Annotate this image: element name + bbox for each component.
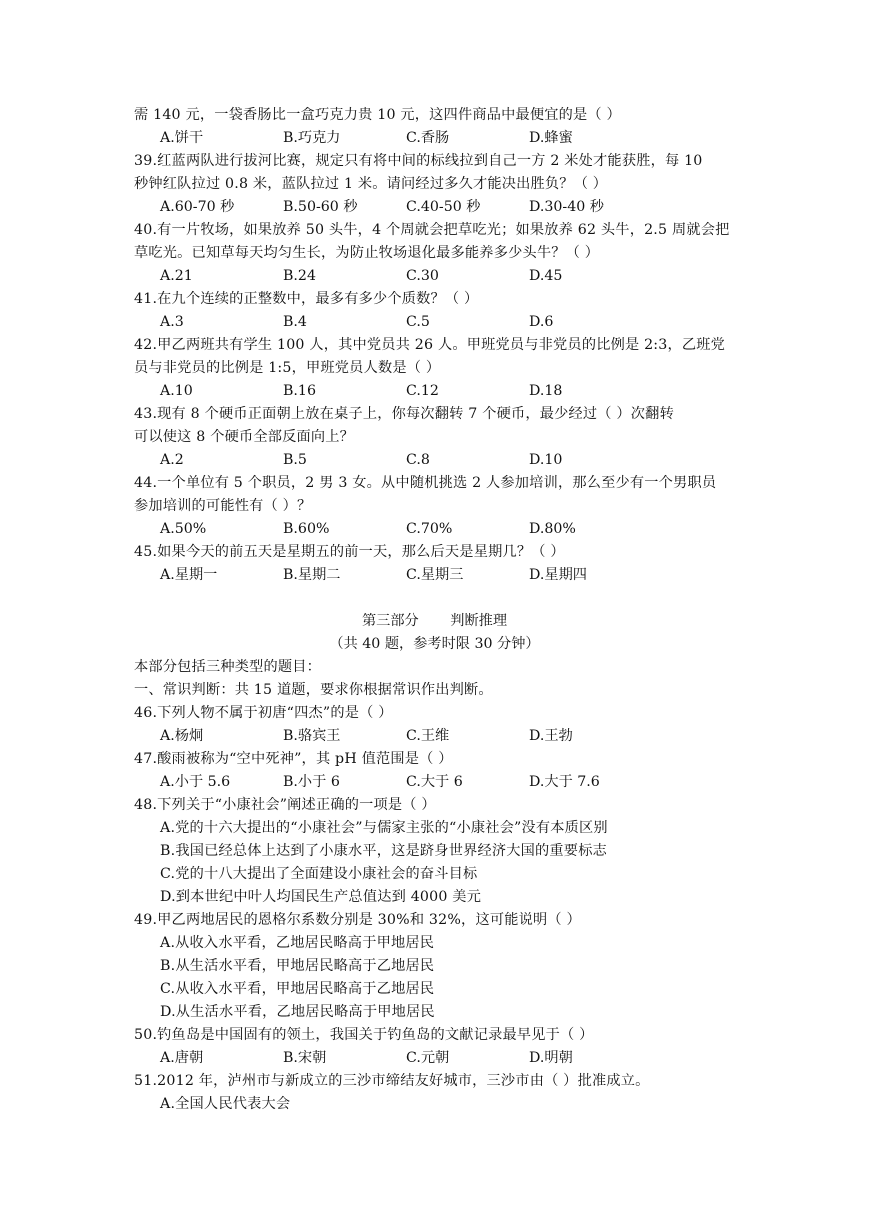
- part-title: 第三部分 判断推理: [361, 613, 508, 629]
- question-48: 48.下列关于“小康社会”阐述正确的一项是（ ）: [134, 797, 436, 813]
- option-c: C.40-50 秒: [406, 199, 481, 215]
- part-subtitle: （共 40 题，参考时限 30 分钟）: [329, 636, 540, 652]
- option-b: B.小于 6: [283, 774, 340, 790]
- option-a: A.50%: [160, 521, 207, 537]
- option-b: B.巧克力: [283, 130, 341, 146]
- option-a: A.21: [160, 268, 193, 284]
- question-38-continued: 需 140 元，一袋香肠比一盒巧克力贵 10 元，这四件商品中最便宜的是（ ）: [134, 107, 621, 123]
- option-d: D.蜂蜜: [529, 130, 573, 146]
- question-44-line-2: 参加培训的可能性有（ ）？: [134, 498, 312, 514]
- question-44-line-1: 44.一个单位有 5 个职员，2 男 3 女。从中随机挑选 2 人参加培训，那么至少有一个男职员: [134, 475, 717, 491]
- question-41: 41.在九个连续的正整数中，最多有多少个质数？（ ）: [134, 291, 479, 307]
- option-c: C.王维: [406, 728, 450, 744]
- question-39-line-2: 秒钟红队拉过 0.8 米，蓝队拉过 1 米。请问经过多久才能决出胜负？（ ）: [134, 176, 608, 192]
- option-d: D.6: [529, 314, 554, 330]
- question-51-option-a: A.全国人民代表大会: [160, 1096, 291, 1112]
- option-b: B.16: [283, 383, 316, 399]
- option-c: C.70%: [406, 521, 453, 537]
- option-c: C.12: [406, 383, 439, 399]
- option-d: D.明朝: [529, 1050, 573, 1066]
- question-50: 50.钓鱼岛是中国固有的领土，我国关于钓鱼岛的文献记录最早见于（ ）: [134, 1027, 594, 1043]
- option-d: D.45: [529, 268, 563, 284]
- option-b: B.5: [283, 452, 307, 468]
- option-a: A.10: [160, 383, 193, 399]
- option-d: D.10: [529, 452, 563, 468]
- section-heading: 一、常识判断：共 15 道题，要求你根据常识作出判断。: [134, 682, 493, 698]
- question-49-option-d: D.从生活水平看，乙地居民略高于甲地居民: [160, 1004, 435, 1020]
- option-a: A.小于 5.6: [160, 774, 231, 790]
- option-a: A.饼干: [160, 130, 204, 146]
- option-d: D.大于 7.6: [529, 774, 600, 790]
- question-49-option-a: A.从收入水平看，乙地居民略高于甲地居民: [160, 935, 435, 951]
- question-49: 49.甲乙两地居民的恩格尔系数分别是 30%和 32%，这可能说明（ ）: [134, 912, 581, 928]
- question-49-option-b: B.从生活水平看，甲地居民略高于乙地居民: [160, 958, 435, 974]
- option-d: D.18: [529, 383, 563, 399]
- option-a: A.3: [160, 314, 184, 330]
- question-40-line-2: 草吃光。已知草每天均匀生长，为防止牧场退化最多能养多少头牛？（ ）: [134, 245, 600, 261]
- question-51: 51.2012 年，泸州市与新成立的三沙市缔结友好城市，三沙市由（ ）批准成立。: [134, 1073, 650, 1089]
- option-a: A.60-70 秒: [160, 199, 235, 215]
- option-b: B.60%: [283, 521, 330, 537]
- option-b: B.50-60 秒: [283, 199, 358, 215]
- option-c: C.星期三: [406, 567, 464, 583]
- question-43-line-2: 可以使这 8 个硬币全部反面向上？: [134, 429, 355, 445]
- part-intro: 本部分包括三种类型的题目：: [134, 659, 322, 675]
- question-42-line-1: 42.甲乙两班共有学生 100 人，其中党员共 26 人。甲班党员与非党员的比例是 2:3，乙班党: [134, 337, 726, 353]
- question-39-line-1: 39.红蓝两队进行拔河比赛，规定只有将中间的标线拉到自己一方 2 米处才能获胜，每 10: [134, 153, 703, 169]
- question-40-line-1: 40.有一片牧场，如果放养 50 头牛，4 个周就会把草吃光；如果放养 62 头牛，2.5 周就会把: [134, 222, 730, 238]
- question-46: 46.下列人物不属于初唐“四杰”的是（ ）: [134, 705, 393, 721]
- question-45: 45.如果今天的前五天是星期五的前一天，那么后天是星期几？（ ）: [134, 544, 565, 560]
- question-48-option-d: D.到本世纪中叶人均国民生产总值达到 4000 美元: [160, 889, 482, 905]
- question-48-option-c: C.党的十八大提出了全面建设小康社会的奋斗目标: [160, 866, 478, 882]
- option-d: D.30-40 秒: [529, 199, 604, 215]
- option-a: A.杨炯: [160, 728, 204, 744]
- question-43-line-1: 43.现有 8 个硬币正面朝上放在桌子上，你每次翻转 7 个硬币，最少经过（ ）次翻转: [134, 406, 674, 422]
- option-c: C.30: [406, 268, 439, 284]
- option-b: B.宋朝: [283, 1050, 327, 1066]
- option-c: C.5: [406, 314, 430, 330]
- option-a: A.2: [160, 452, 184, 468]
- question-48-option-a: A.党的十六大提出的“小康社会”与儒家主张的“小康社会”没有本质区别: [160, 820, 608, 836]
- option-c: C.大于 6: [406, 774, 463, 790]
- question-48-option-b: B.我国已经总体上达到了小康水平，这是跻身世界经济大国的重要标志: [160, 843, 607, 859]
- question-49-option-c: C.从收入水平看，甲地居民略高于乙地居民: [160, 981, 435, 997]
- option-c: C.8: [406, 452, 430, 468]
- question-47: 47.酸雨被称为“空中死神”，其 pH 值范围是（ ）: [134, 751, 453, 767]
- option-b: B.24: [283, 268, 316, 284]
- option-d: D.星期四: [529, 567, 587, 583]
- option-a: A.唐朝: [160, 1050, 204, 1066]
- option-c: C.香肠: [406, 130, 450, 146]
- option-c: C.元朝: [406, 1050, 450, 1066]
- option-b: B.骆宾王: [283, 728, 341, 744]
- option-b: B.星期二: [283, 567, 341, 583]
- option-d: D.王勃: [529, 728, 573, 744]
- question-42-line-2: 员与非党员的比例是 1:5，甲班党员人数是（ ）: [134, 360, 441, 376]
- option-b: B.4: [283, 314, 307, 330]
- option-a: A.星期一: [160, 567, 218, 583]
- option-d: D.80%: [529, 521, 576, 537]
